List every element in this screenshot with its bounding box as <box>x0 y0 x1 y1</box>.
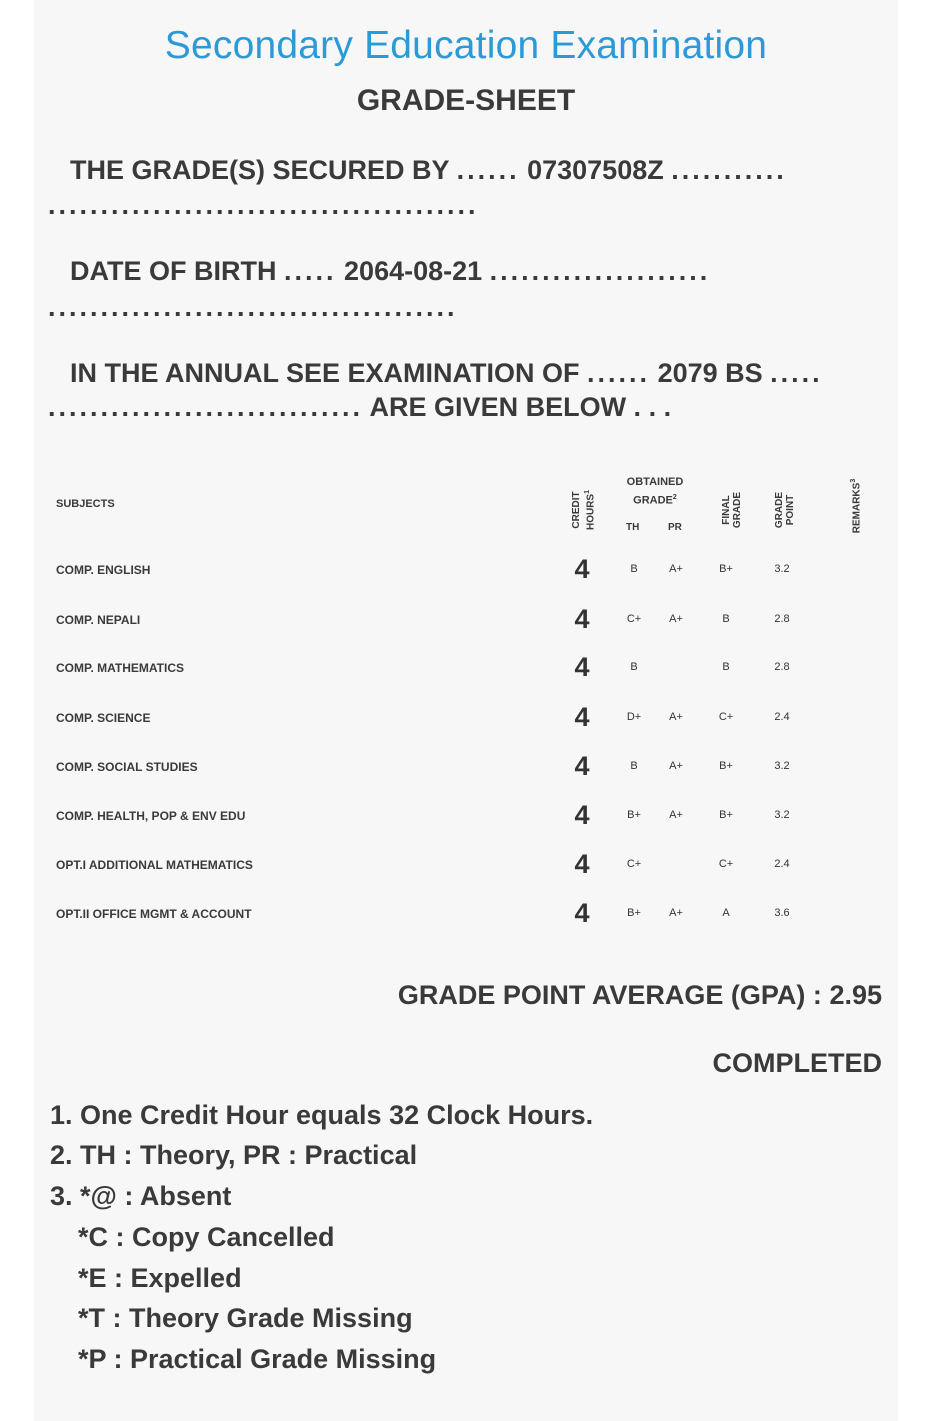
subject-cell: COMP. SOCIAL STUDIES <box>56 760 198 774</box>
secured-by-line: THE GRADE(S) SECURED BY ...... 07307508Z ........... <box>70 155 787 185</box>
dob-label: DATE OF BIRTH <box>70 256 277 286</box>
theory-grade-cell: D+ <box>626 711 642 723</box>
grade-point-cell: 3.2 <box>774 563 790 575</box>
practical-grade-cell: A+ <box>669 809 683 821</box>
subjects-header: SUBJECTS <box>56 498 115 510</box>
given-below-text: ARE GIVEN BELOW . . . <box>369 392 672 422</box>
grade-point-cell: 2.4 <box>774 858 790 870</box>
theory-grade-cell: C+ <box>626 613 642 625</box>
remarks-header: REMARKS$^3$ <box>850 478 863 534</box>
credit-hours-header: CREDIT HOURS$^1$ <box>571 489 597 531</box>
page-subtitle: GRADE-SHEET <box>356 84 576 117</box>
practical-grade-cell: A+ <box>669 907 683 919</box>
theory-grade-cell: C+ <box>626 858 642 870</box>
theory-grade-cell: B <box>630 563 638 575</box>
credit-hours-cell: 4 <box>574 702 590 732</box>
page-title: Secondary Education Examination <box>164 24 768 67</box>
table-row <box>34 800 898 830</box>
credit-hours-cell: 4 <box>574 800 590 830</box>
credit-hours-cell: 4 <box>574 849 590 879</box>
gpa-label: GRADE POINT AVERAGE (GPA) : <box>397 980 822 1010</box>
grade-point-header: GRADE POINT <box>774 491 796 529</box>
note-1: 1. One Credit Hour equals 32 Clock Hours. <box>50 1100 594 1130</box>
final-grade-cell: B+ <box>719 563 733 575</box>
note-copy-cancelled: *C : Copy Cancelled <box>78 1222 335 1252</box>
grade-point-cell: 2.8 <box>774 661 790 673</box>
table-row <box>34 652 898 682</box>
credit-hours-cell: 4 <box>574 751 590 781</box>
dotted-line: ......................................... <box>48 190 479 220</box>
dotted-line: ....................................... <box>48 292 458 322</box>
final-grade-cell: C+ <box>718 711 734 723</box>
subject-cell: COMP. ENGLISH <box>56 563 151 577</box>
exam-label: IN THE ANNUAL SEE EXAMINATION OF <box>70 358 580 388</box>
practical-grade-cell: A+ <box>669 563 683 575</box>
th-header: TH <box>626 522 640 533</box>
note-2: 2. TH : Theory, PR : Practical <box>50 1140 418 1170</box>
credit-hours-cell: 4 <box>574 554 590 584</box>
final-grade-cell: B+ <box>719 760 733 772</box>
exam-year: 2079 BS <box>657 358 763 388</box>
grade-point-cell: 2.4 <box>774 711 790 723</box>
final-grade-cell: A <box>722 907 730 919</box>
theory-grade-cell: B+ <box>627 907 641 919</box>
final-grade-header: FINAL GRADE <box>721 491 743 529</box>
secured-by-label: THE GRADE(S) SECURED BY <box>70 155 450 185</box>
final-grade-cell: C+ <box>718 858 734 870</box>
theory-grade-cell: B <box>630 760 638 772</box>
gpa-line <box>398 980 882 1011</box>
theory-grade-cell: B+ <box>627 809 641 821</box>
subject-cell: COMP. SCIENCE <box>56 711 151 725</box>
note-theory-missing: *T : Theory Grade Missing <box>78 1303 413 1333</box>
note-practical-missing: *P : Practical Grade Missing <box>78 1344 437 1374</box>
practical-grade-cell: A+ <box>669 760 683 772</box>
table-row <box>34 849 898 879</box>
subject-cell: COMP. NEPALI <box>56 613 141 627</box>
theory-grade-cell: B <box>630 661 638 673</box>
subject-cell: OPT.II OFFICE MGMT & ACCOUNT <box>56 907 252 921</box>
obtained-grade-header: OBTAINED GRADE$^2$ <box>626 476 684 507</box>
grade-point-cell: 3.6 <box>774 907 790 919</box>
credit-hours-cell: 4 <box>574 898 590 928</box>
subject-cell: COMP. HEALTH, POP & ENV EDU <box>56 809 246 823</box>
given-below-line: .............................. ARE GIVEN BELOW . . . <box>48 392 672 422</box>
dob-value: 2064-08-21 <box>344 256 483 286</box>
final-grade-cell: B <box>722 613 730 625</box>
grade-point-cell: 2.8 <box>774 613 790 625</box>
table-row <box>34 898 898 928</box>
credit-hours-cell: 4 <box>574 652 590 682</box>
practical-grade-cell: A+ <box>669 613 683 625</box>
final-grade-cell: B+ <box>719 809 733 821</box>
table-row <box>34 751 898 781</box>
table-row <box>34 604 898 634</box>
table-row <box>34 554 898 584</box>
subject-cell: COMP. MATHEMATICS <box>56 661 184 675</box>
subject-cell: OPT.I ADDITIONAL MATHEMATICS <box>56 858 253 872</box>
table-row <box>34 702 898 732</box>
credit-hours-cell: 4 <box>574 604 590 634</box>
grade-point-cell: 3.2 <box>774 760 790 772</box>
practical-grade-cell: A+ <box>669 711 683 723</box>
grade-point-cell: 3.2 <box>774 809 790 821</box>
symbol-number: 07307508Z <box>527 155 664 185</box>
dob-line: DATE OF BIRTH ..... 2064-08-21 ..................... <box>70 256 711 286</box>
pr-header: PR <box>668 522 682 533</box>
grade-sheet <box>34 0 898 1421</box>
final-grade-cell: B <box>722 661 730 673</box>
result-status: COMPLETED <box>712 1048 882 1078</box>
note-3: 3. *@ : Absent <box>50 1181 232 1211</box>
gpa-value: 2.95 <box>829 980 882 1010</box>
note-expelled: *E : Expelled <box>78 1263 242 1293</box>
exam-line: IN THE ANNUAL SEE EXAMINATION OF ...... 2079 BS ..... <box>70 358 823 388</box>
